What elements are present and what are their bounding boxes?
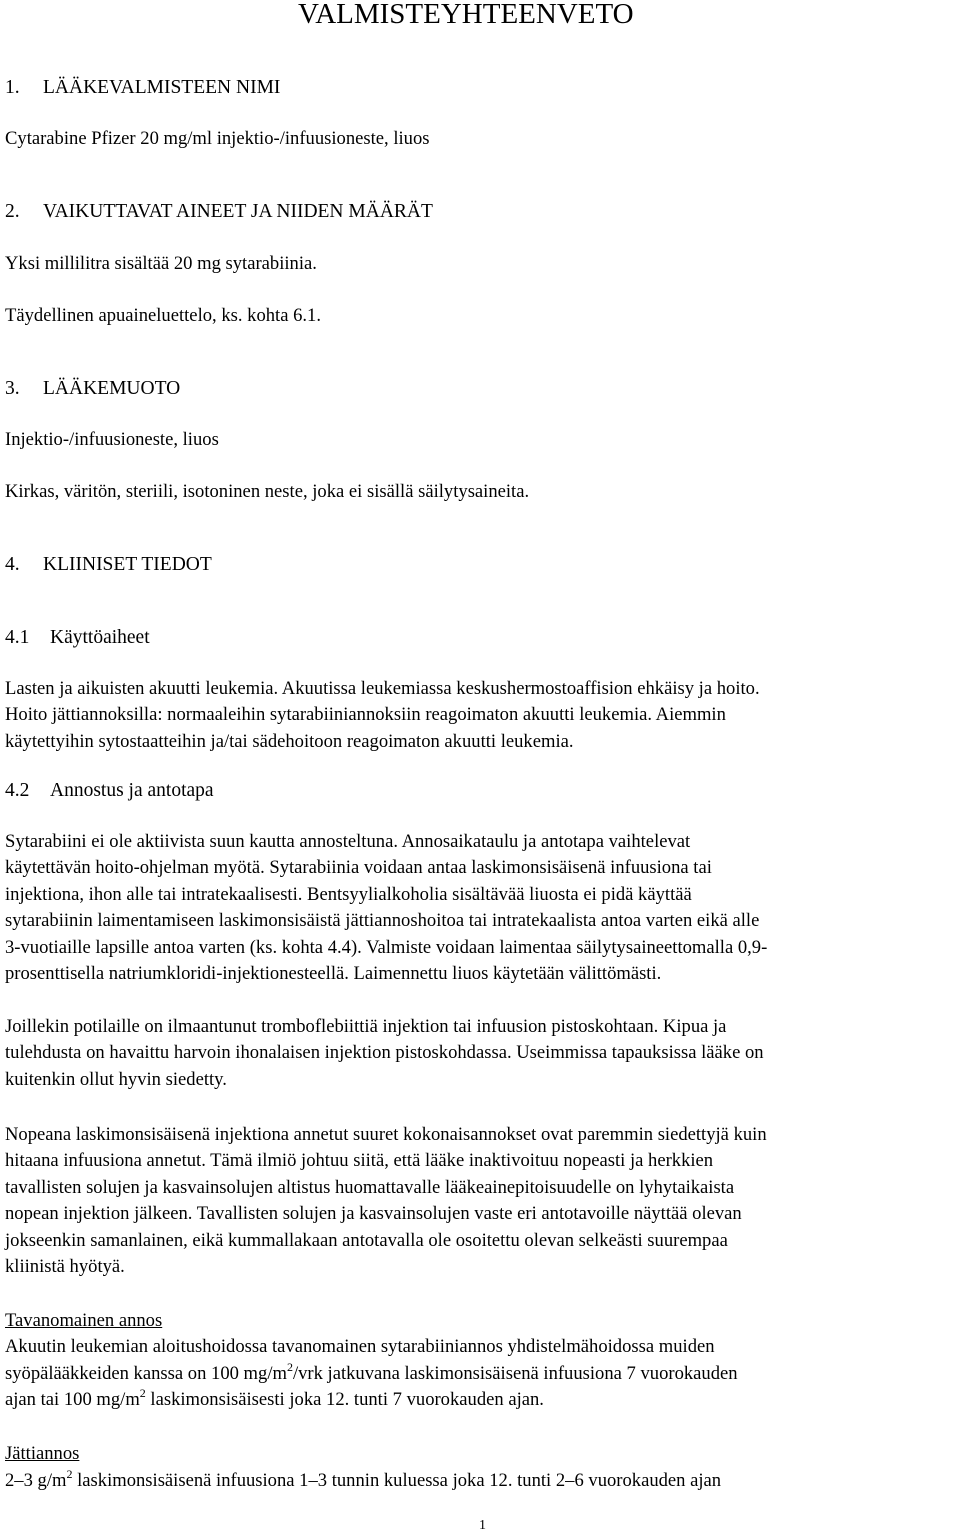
text-line: Nopeana laskimonsisäisenä injektiona annetut suuret kokonaisannokset ovat paremmin siedettyjä kuin — [5, 1124, 767, 1145]
superscript: 2 — [66, 1467, 73, 1481]
text-line: kuitenkin ollut hyvin siedetty. — [5, 1069, 227, 1090]
paragraph: Kirkas, väritön, steriili, isotoninen neste, joka ei sisällä säilytysaineita. — [5, 481, 530, 502]
text-line: jokseenkin samanlainen, eikä kummallakaan antotavalla ole osoitettu olevan selkeästi suurempaa — [5, 1230, 728, 1251]
product-name: Cytarabine Pfizer 20 mg/ml injektio-/infuusioneste, liuos — [5, 128, 430, 149]
text-line: Joillekin potilaille on ilmaantunut tromboflebiittiä injektion tai infuusion pistoskohtaan. Kipua ja — [5, 1016, 727, 1037]
text-line: käytettävän hoito-ohjelman myötä. Sytarabiinia voidaan antaa laskimonsisäisenä infuusiona tai — [5, 857, 712, 878]
section-number: 3. — [5, 378, 20, 399]
section-number: 4. — [5, 554, 20, 575]
text-segment: /vrk jatkuvana laskimonsisäisenä infuusiona 7 vuorokauden — [292, 1363, 738, 1384]
subsection-4-1-heading — [5, 626, 150, 650]
subsection-4-2-heading — [5, 779, 214, 803]
text-segment: ajan tai 100 mg/m — [5, 1389, 140, 1410]
section-4-heading — [5, 553, 212, 577]
text-line: injektiona, ihon alle tai intratekaalisesti. Bentsyylialkoholia sisältävää liuosta ei pidä käyttää — [5, 884, 692, 905]
text-segment: syöpälääkkeiden kanssa on 100 mg/m — [5, 1363, 287, 1384]
text-line: tavallisten solujen ja kasvainsolujen altistus huomattavalle lääkeainepitoisuudelle on lyhytaikaista — [5, 1177, 735, 1198]
text-line: hitaana infuusiona annetut. Tämä ilmiö johtuu siitä, että lääke inaktivoituu nopeasti ja herkkien — [5, 1150, 714, 1171]
text-line: sytarabiinin laimentamiseen laskimonsisäistä jättiannoshoitoa tai intratekaalista antoa varten eikä alle — [5, 910, 760, 931]
text-line — [5, 1469, 721, 1493]
subsection-title: Annostus ja antotapa — [50, 780, 214, 801]
text-line: prosenttisella natriumkloridi-injektionesteellä. Laimennettu liuos käytetään välittömästi. — [5, 963, 662, 984]
section-3-heading — [5, 377, 180, 401]
page-number: 1 — [479, 1518, 486, 1533]
superscript: 2 — [286, 1360, 293, 1374]
section-title: VAIKUTTAVAT AINEET JA NIIDEN MÄÄRÄT — [43, 201, 433, 222]
section-1-heading — [5, 76, 280, 100]
text-segment: laskimonsisäisesti joka 12. tunti 7 vuorokauden ajan. — [145, 1389, 544, 1410]
paragraph: Injektio-/infuusioneste, liuos — [5, 429, 219, 450]
document-title: VALMISTEYHTEENVETO — [298, 0, 634, 30]
paragraph: Yksi millilitra sisältää 20 mg sytarabiinia. — [5, 253, 317, 274]
section-title: LÄÄKEMUOTO — [43, 378, 181, 399]
text-line: Hoito jättiannoksilla: normaaleihin sytarabiiniannoksiin reagoimaton akuutti leukemia. Aiemmin — [5, 704, 726, 725]
section-number: 1. — [5, 77, 20, 98]
subsection-number: 4.2 — [5, 780, 30, 801]
section-number: 2. — [5, 201, 20, 222]
text-line — [5, 1362, 738, 1386]
section-title: LÄÄKEVALMISTEEN NIMI — [43, 77, 281, 98]
usual-dose-heading: Tavanomainen annos — [5, 1310, 163, 1331]
subsection-number: 4.1 — [5, 627, 30, 648]
text-line: käytettyihin sytostaatteihin ja/tai sädehoitoon reagoimaton akuutti leukemia. — [5, 731, 574, 752]
text-line: tulehdusta on havaittu harvoin ihonalaisen injektion pistoskohdassa. Useimmissa tapauksissa lääke on — [5, 1042, 764, 1063]
section-2-heading — [5, 200, 433, 224]
text-line: kliinistä hyötyä. — [5, 1256, 125, 1277]
paragraph: Täydellinen apuaineluettelo, ks. kohta 6.1. — [5, 305, 322, 326]
text-segment: laskimonsisäisenä infuusiona 1–3 tunnin kuluessa joka 12. tunti 2–6 vuorokauden ajan — [72, 1470, 722, 1491]
superscript: 2 — [139, 1386, 146, 1400]
text-line: Lasten ja aikuisten akuutti leukemia. Akuutissa leukemiassa keskushermostoaffision ehkäisy ja hoito. — [5, 678, 760, 699]
text-line: 3-vuotiaille lapsille antoa varten (ks. kohta 4.4). Valmiste voidaan laimentaa säilytysaineettomalla 0,9- — [5, 937, 768, 958]
text-segment: 2–3 g/m — [5, 1470, 67, 1491]
high-dose-heading: Jättiannos — [5, 1443, 80, 1464]
text-line: Akuutin leukemian aloitushoidossa tavanomainen sytarabiiniannos yhdistelmähoidossa muiden — [5, 1336, 715, 1357]
text-line: Sytarabiini ei ole aktiivista suun kautta annosteltuna. Annosaikataulu ja antotapa vaihtelevat — [5, 831, 691, 852]
text-line: nopean injektion jälkeen. Tavallisten solujen ja kasvainsolujen vaste eri antotavoille näyttää olevan — [5, 1203, 742, 1224]
section-title: KLIINISET TIEDOT — [43, 554, 212, 575]
text-line — [5, 1388, 544, 1412]
subsection-title: Käyttöaiheet — [50, 627, 150, 648]
